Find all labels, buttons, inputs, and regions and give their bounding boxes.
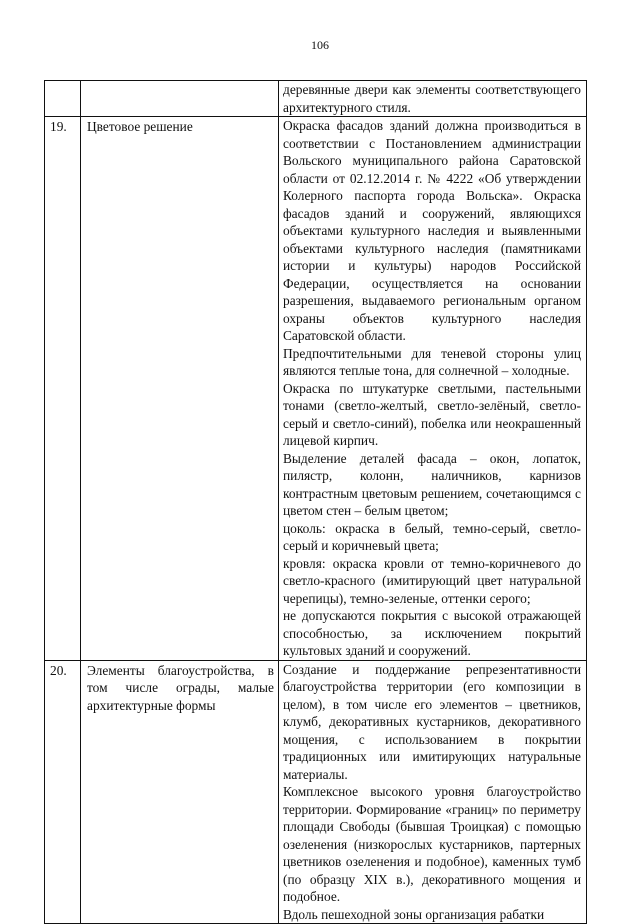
paragraph: цоколь: окраска в белый, темно-серый, светло-серый и коричневый цвета; [283, 520, 581, 553]
paragraph: кровля: окраска кровли от темно-коричневого до светло-красного (имитирующий цвет натуральной черепицы), темно-зеленые, оттенки серого; [283, 555, 581, 606]
row-number: 20. [45, 660, 81, 924]
row-description [279, 660, 587, 924]
row-number [45, 81, 81, 117]
paragraph: деревянные двери как элементы соответствующего архитектурного стиля. [283, 82, 581, 115]
paragraph: Выделение деталей фасада – окон, лопаток, пилястр, колонн, наличников, карнизов контрастным цветовым решением, сочетающимся с цветом стен – белым цветом; [283, 450, 581, 518]
paragraph: Окраска по штукатурке светлыми, пастельными тонами (светло-желтый, светло-зелёный, светло-серый и светло-синий), побелка или неокрашенный лицевой кирпич. [283, 380, 581, 448]
page-number: 106 [311, 38, 329, 52]
row-name: Элементы благоустройства, в том числе ограды, малые архитектурные формы [81, 660, 279, 924]
paragraph: Предпочтительными для теневой стороны улиц являются теплые тона, для солнечной – холодные. [283, 345, 581, 378]
row-description [279, 81, 587, 117]
paragraph: не допускаются покрытия с высокой отражающей способностью, за исключением покрытий культовых зданий и сооружений. [283, 608, 581, 658]
row-description [279, 117, 587, 661]
paragraph: Комплексное высокого уровня благоустройство территории. Формирование «границ» по периметру площади Свободы (бывшая Троицкая) с помощью озеленения (низкорослых кустарников, партерных цветников озеленения и подобное), каменных тумб (по образцу XIX в.), декоративного мощения и подобное. [283, 784, 581, 904]
paragraph: Создание и поддержание репрезентативности благоустройства территории (его композиции в целом), в том числе его элементов – цветников, клумб, декоративных кустарников, декоративного мощения, с использованием в покрытии традиционных или имитирующих натуральные материалы. [283, 661, 581, 782]
row-name [81, 81, 279, 117]
paragraph: Вдоль пешеходной зоны организация рабатки [283, 906, 545, 922]
table-row [45, 117, 587, 661]
row-number: 19. [45, 117, 81, 661]
table-row [45, 81, 587, 117]
regulations-table [44, 80, 587, 924]
paragraph: Окраска фасадов зданий должна производиться в соответствии с Постановлением администрации Вольского муниципального района Саратовской области от 02.12.2014 г. № 4222 «Об утверждении Колерного паспорта города Вольска». Окраска фасадов зданий и сооружений, являющихся объектами культурного наследия и выявленными объектами культурного наследия (памятниками истории и культуры) народов Российской Федерации, осуществляется на основании разрешения, выдаваемого региональным органом охраны объектов культурного наследия Саратовской области. [283, 118, 581, 343]
row-name: Цветовое решение [81, 117, 279, 661]
table-row [45, 660, 587, 924]
